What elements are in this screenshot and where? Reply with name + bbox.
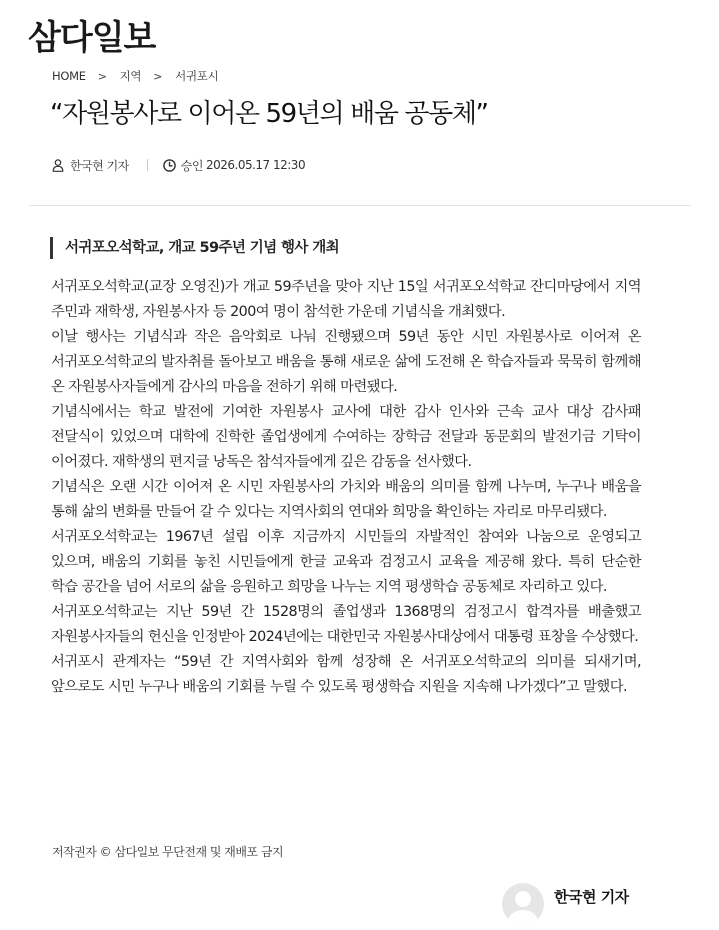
breadcrumb-seogwipo[interactable]: 서귀포시 <box>175 69 219 83</box>
reporter-profile[interactable] <box>502 882 629 926</box>
chevron-right-icon: > <box>153 69 163 83</box>
avatar[interactable] <box>502 883 544 925</box>
avatar-body-shape <box>508 910 538 925</box>
article-paragraph: 기념식은 오랜 시간 이어져 온 시민 자원봉사의 가치와 배움의 의미를 함께 나누며, 누구나 배움을 통해 삶의 변화를 만들어 갈 수 있다는 지역사회의 연대와 희망을 확인하는 자리로 마무리됐다. <box>51 479 641 520</box>
breadcrumb-region[interactable]: 지역 <box>119 69 142 83</box>
article-paragraph: 이날 행사는 기념식과 작은 음악회로 나눠 진행됐으며 59년 동안 시민 자원봉사로 이어져 온 서귀포오석학교의 발자취를 돌아보고 배움을 통해 새로운 삶에 도전해 온 학습자들과 묵묵히 함께해 온 자원봉사자들에게 감사의 마음을 전하기 위해 마련됐다. <box>51 329 641 395</box>
approve-datetime: 2026.05.17 12:30 <box>205 158 306 172</box>
article-title: “자원봉사로 이어온 59년의 배움 공동체” <box>50 99 488 129</box>
clock-icon <box>163 159 176 172</box>
header-divider <box>29 205 691 206</box>
article-paragraph: 서귀포오석학교(교장 오영진)가 개교 59주년을 맞아 지난 15일 서귀포오석학교 잔디마당에서 지역 주민과 재학생, 자원봉사자 등 200여 명이 참석한 가운데 기념식을 개최했다. <box>51 279 641 320</box>
article-paragraph: 서귀포오석학교는 1967년 설립 이후 지금까지 시민들의 자발적인 참여와 나눔으로 운영되고 있으며, 배움의 기회를 놓친 시민들에게 한글 교육과 검정고시 교육을 제공해 왔다. 특히 단순한 학습 공간을 넘어 서로의 삶을 응원하고 희망을 나누는 지역 평생학습 공동체로 자리하고 있다. <box>51 529 641 595</box>
breadcrumb <box>52 66 218 86</box>
article-paragraph: 기념식에서는 학교 발전에 기여한 자원봉사 교사에 대한 감사 인사와 근속 교사 대상 감사패 전달식이 있었으며 대학에 진학한 졸업생에게 수여하는 장학금 전달과 동문회의 발전기금 기탁이 이어졌다. 재학생의 편지글 낭독은 참석자들에게 깊은 감동을 선사했다. <box>51 404 641 470</box>
approve-label: 승인 <box>180 158 203 173</box>
person-icon <box>52 159 64 172</box>
article-paragraph: 서귀포오석학교는 지난 59년 간 1528명의 졸업생과 1368명의 검정고시 합격자를 배출했고 자원봉사자들의 헌신을 인정받아 2024년에는 대한민국 자원봉사대상에서 대통령 표창을 수상했다. <box>51 604 641 645</box>
reporter-profile-name[interactable]: 한국현 기자 <box>554 887 629 906</box>
chevron-right-icon: > <box>97 69 107 83</box>
breadcrumb-home[interactable]: HOME <box>52 69 86 83</box>
article-subtitle: 서귀포오석학교, 개교 59주년 기념 행사 개최 <box>50 237 339 259</box>
article-body <box>51 275 641 700</box>
meta-divider <box>147 159 148 171</box>
reporter-name[interactable]: 한국현 기자 <box>70 158 129 173</box>
avatar-head-shape <box>515 891 531 907</box>
article-paragraph: 서귀포시 관계자는 “59년 간 지역사회와 함께 성장해 온 서귀포오석학교의 의미를 되새기며, 앞으로도 시민 누구나 배움의 기회를 누릴 수 있도록 평생학습 지원을 지속해 나가겠다”고 말했다. <box>51 654 641 695</box>
site-logo[interactable]: 삼다일보 <box>28 18 156 58</box>
copyright-notice: 저작권자 © 삼다일보 무단전재 및 재배포 금지 <box>52 845 284 859</box>
article-meta <box>52 155 305 175</box>
